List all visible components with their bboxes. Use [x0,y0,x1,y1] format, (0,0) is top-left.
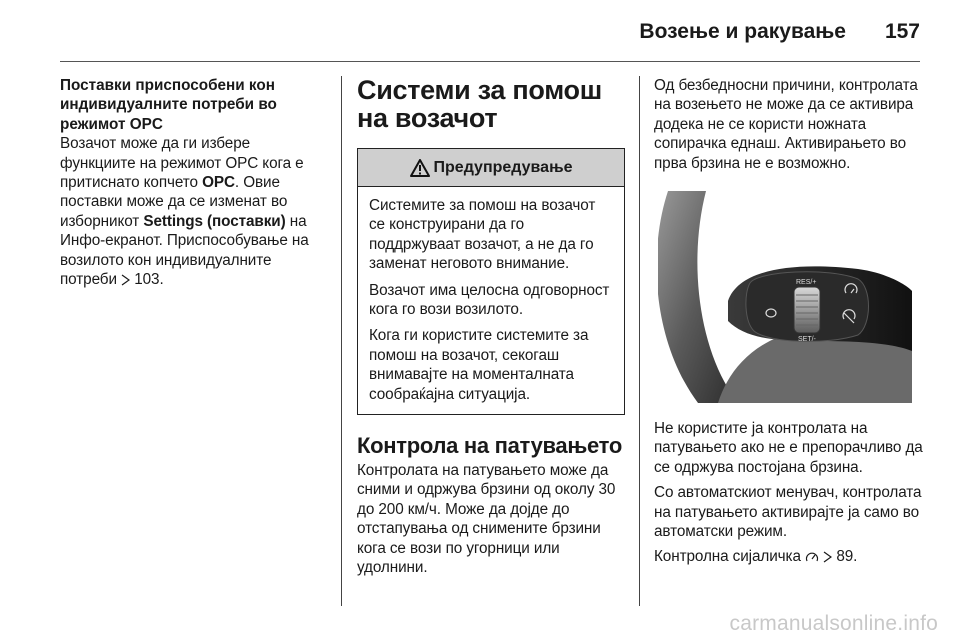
automatic-transmission-paragraph: Со автоматскиот менувач, контролата на патувањето активирајте ја само во автоматски режим. [654,484,922,541]
constant-speed-paragraph: Не користите ја контролата на патувањето ако не е препорачливо да се одржува постојана брзина. [654,420,923,476]
opc-text-2: . Овие поставки може да се изменат во изборникот [60,174,288,230]
cruise-control-title: Контрола на патувањето [357,433,622,459]
header-divider [60,61,920,62]
opc-settings-heading: Поставки приспособени кон индивидуалните потреби во режимот OPC [60,77,277,133]
warning-box [357,148,625,415]
column-3 [654,76,926,567]
warning-body [358,187,624,414]
watermark: carmanualsonline.info [729,612,938,635]
settings-menu-label: Settings (поставки) [143,212,286,230]
driver-assistance-title: Системи за помош на возачот [357,75,602,133]
opc-button-label: OPC [202,174,235,192]
indicator-text: Контролна сијаличка [654,548,806,566]
steering-wheel-controls-figure [658,191,912,403]
column-divider-2 [639,76,640,606]
warning-paragraph-1: Системите за помош на возачот се конструирани да го поддржуваат возачот, а не да го заменат неговото внимание. [369,197,596,273]
res-plus-label: RES/+ [796,279,817,287]
page-number: 157 [884,20,920,43]
header-title: Возење и ракување [639,20,846,43]
opc-text-3: на Инфо-екранот. Приспособување на возилото кон индивидуалните потреби [60,212,309,289]
column-1 [60,76,325,289]
column-2 [357,76,625,578]
page-reference-arrow-icon [121,274,130,286]
opc-page-ref[interactable]: 103. [134,271,164,289]
page-header [60,16,920,62]
page-reference-arrow-icon [823,551,832,563]
steering-wheel-illustration [658,191,912,403]
warning-header [358,149,624,187]
warning-label: Предупредување [433,158,573,176]
cruise-indicator-icon [805,551,819,563]
opc-settings-paragraph [60,134,325,289]
warning-paragraph-2: Возачот има целосна одговорност кога го вози возилото. [369,281,610,319]
cruise-control-paragraph: Контролата на патувањето може да сними и одржува брзини од околу 30 до 200 км/ч. Може да дојде до отстапувања од снимените брзини кога се вози по угорници или удолнини. [357,462,616,577]
warning-paragraph-3: Кога ги користите системите за помош на возачот, секогаш внимавајте на моменталната сообраќајна ситуација. [369,327,589,403]
indicator-page-ref[interactable]: 89. [836,548,858,566]
indicator-paragraph [654,547,926,566]
column-divider-1 [341,76,342,606]
warning-triangle-icon [410,159,430,177]
opc-text-1: Возачот може да ги избере функциите на режимот OPC кога е притиснато копчето [60,135,304,192]
set-minus-label: SET/- [798,336,816,344]
safety-paragraph: Од безбедносни причини, контролата на возењето не може да се активира додека не се користи ножната сопирачка еднаш. Активирањето во прва брзина не е возможно. [654,77,918,172]
